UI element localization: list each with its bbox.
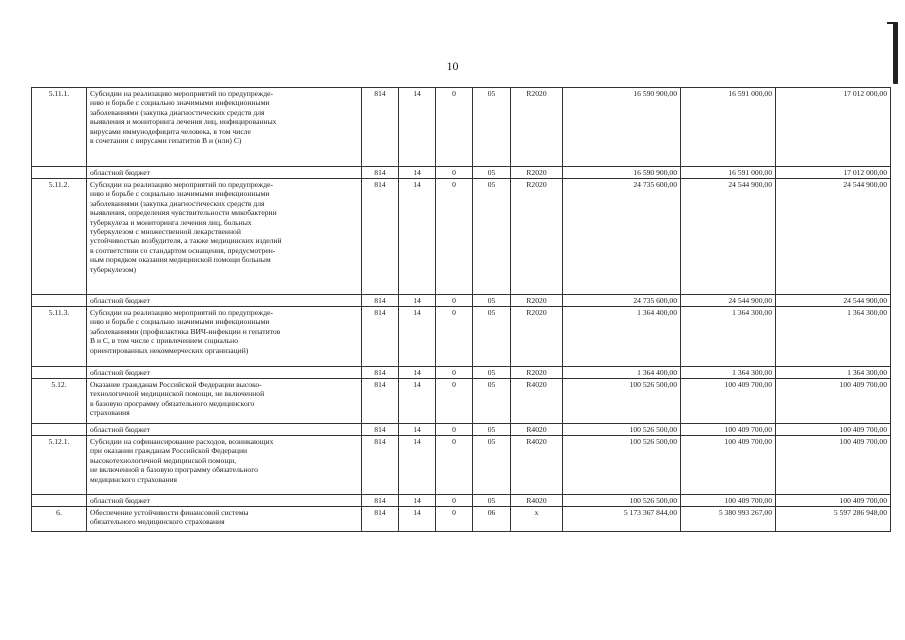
code-section-cell: 14 bbox=[399, 379, 436, 424]
amount-year2-cell: 16 591 000,00 bbox=[681, 88, 776, 167]
code-subsection-cell: 0 bbox=[436, 367, 473, 379]
row-number-cell bbox=[32, 167, 87, 179]
code-target-cell: 05 bbox=[473, 367, 511, 379]
code-expense-type-cell: R4020 bbox=[511, 495, 563, 507]
code-expense-type-cell: x bbox=[511, 507, 563, 532]
code-subsection-cell: 0 bbox=[436, 88, 473, 167]
table-row bbox=[32, 424, 891, 436]
amount-year2-cell: 100 409 700,00 bbox=[681, 424, 776, 436]
row-number-cell: 5.11.3. bbox=[32, 307, 87, 367]
code-subsection-cell: 0 bbox=[436, 424, 473, 436]
amount-year1-cell: 24 735 600,00 bbox=[563, 179, 681, 295]
page-number: 10 bbox=[446, 59, 459, 73]
code-target-cell: 05 bbox=[473, 436, 511, 495]
amount-year1-cell: 100 526 500,00 bbox=[563, 436, 681, 495]
amount-year2-cell: 16 591 000,00 bbox=[681, 167, 776, 179]
table-row bbox=[32, 179, 891, 295]
code-expense-type-cell: R4020 bbox=[511, 424, 563, 436]
table-row bbox=[32, 507, 891, 532]
amount-year1-cell: 16 590 900,00 bbox=[563, 88, 681, 167]
amount-year3-cell: 24 544 900,00 bbox=[776, 295, 891, 307]
code-target-cell: 05 bbox=[473, 88, 511, 167]
description-cell: областной бюджет bbox=[87, 167, 362, 179]
description-cell: Субсидии на софинансирование расходов, возникающих при оказании гражданам Российской Федерации высокотехнологичной медицинской помощи, не включенной в базовую программу обязательного медицинского страхования bbox=[87, 436, 362, 495]
amount-year3-cell: 24 544 900,00 bbox=[776, 179, 891, 295]
code-expense-type-cell: R4020 bbox=[511, 379, 563, 424]
description-cell: Субсидии на реализацию мероприятий по предупрежде- нию и борьбе с социально значимыми инфекционными заболеваниями (закупка диагностических средств для выявления и мониторинга лечения лиц, инфицированных вирусами иммунодефицита человека, в том числе в сочетании с вирусами гепатитов В и (или) С) bbox=[87, 88, 362, 167]
amount-year1-cell: 1 364 400,00 bbox=[563, 307, 681, 367]
amount-year3-cell: 100 409 700,00 bbox=[776, 379, 891, 424]
table-row bbox=[32, 379, 891, 424]
code-target-cell: 05 bbox=[473, 307, 511, 367]
description-cell: областной бюджет bbox=[87, 495, 362, 507]
table-row bbox=[32, 167, 891, 179]
code-subsection-cell: 0 bbox=[436, 495, 473, 507]
table-row bbox=[32, 295, 891, 307]
budget-table-body bbox=[32, 88, 891, 532]
code-grbs-cell: 814 bbox=[362, 179, 399, 295]
code-section-cell: 14 bbox=[399, 307, 436, 367]
description-cell: областной бюджет bbox=[87, 295, 362, 307]
row-number-cell bbox=[32, 424, 87, 436]
code-expense-type-cell: R2020 bbox=[511, 88, 563, 167]
table-row bbox=[32, 367, 891, 379]
code-subsection-cell: 0 bbox=[436, 295, 473, 307]
amount-year3-cell: 1 364 300,00 bbox=[776, 367, 891, 379]
code-section-cell: 14 bbox=[399, 507, 436, 532]
description-cell: областной бюджет bbox=[87, 367, 362, 379]
amount-year2-cell: 24 544 900,00 bbox=[681, 179, 776, 295]
amount-year3-cell: 1 364 300,00 bbox=[776, 307, 891, 367]
code-grbs-cell: 814 bbox=[362, 424, 399, 436]
row-number-cell bbox=[32, 295, 87, 307]
code-expense-type-cell: R2020 bbox=[511, 179, 563, 295]
code-target-cell: 05 bbox=[473, 179, 511, 295]
amount-year3-cell: 5 597 286 948,00 bbox=[776, 507, 891, 532]
amount-year2-cell: 100 409 700,00 bbox=[681, 379, 776, 424]
code-target-cell: 06 bbox=[473, 507, 511, 532]
description-cell: Обеспечение устойчивости финансовой системы обязательного медицинского страхования bbox=[87, 507, 362, 532]
code-expense-type-cell: R2020 bbox=[511, 367, 563, 379]
amount-year1-cell: 100 526 500,00 bbox=[563, 379, 681, 424]
amount-year1-cell: 16 590 900,00 bbox=[563, 167, 681, 179]
code-grbs-cell: 814 bbox=[362, 295, 399, 307]
code-grbs-cell: 814 bbox=[362, 167, 399, 179]
amount-year1-cell: 5 173 367 844,00 bbox=[563, 507, 681, 532]
code-subsection-cell: 0 bbox=[436, 507, 473, 532]
row-number-cell: 6. bbox=[32, 507, 87, 532]
code-target-cell: 05 bbox=[473, 424, 511, 436]
description-cell: Субсидии на реализацию мероприятий по предупрежде- нию и борьбе с социально значимыми инфекционными заболеваниями (закупка диагностических средств для выявления, определения чувствительности микобактерии туберкулеза и мониторинга лечения лиц, больных туберкулезом с множественной лекарственной устойчивостью возбудителя, а также медицинских изделий в соответствии со стандартом оснащения, предусмотрен- ным порядком оказания медицинской помощи больным туберкулезом) bbox=[87, 179, 362, 295]
code-target-cell: 05 bbox=[473, 167, 511, 179]
code-expense-type-cell: R4020 bbox=[511, 436, 563, 495]
code-grbs-cell: 814 bbox=[362, 379, 399, 424]
code-subsection-cell: 0 bbox=[436, 379, 473, 424]
row-number-cell: 5.12.1. bbox=[32, 436, 87, 495]
code-target-cell: 05 bbox=[473, 295, 511, 307]
code-section-cell: 14 bbox=[399, 436, 436, 495]
row-number-cell bbox=[32, 495, 87, 507]
table-row bbox=[32, 88, 891, 167]
code-subsection-cell: 0 bbox=[436, 436, 473, 495]
code-section-cell: 14 bbox=[399, 88, 436, 167]
description-cell: областной бюджет bbox=[87, 424, 362, 436]
row-number-cell: 5.12. bbox=[32, 379, 87, 424]
code-grbs-cell: 814 bbox=[362, 495, 399, 507]
code-grbs-cell: 814 bbox=[362, 88, 399, 167]
code-section-cell: 14 bbox=[399, 495, 436, 507]
code-section-cell: 14 bbox=[399, 167, 436, 179]
amount-year3-cell: 100 409 700,00 bbox=[776, 436, 891, 495]
code-subsection-cell: 0 bbox=[436, 307, 473, 367]
amount-year2-cell: 5 380 993 267,00 bbox=[681, 507, 776, 532]
code-grbs-cell: 814 bbox=[362, 307, 399, 367]
code-subsection-cell: 0 bbox=[436, 167, 473, 179]
table-row bbox=[32, 436, 891, 495]
row-number-cell: 5.11.2. bbox=[32, 179, 87, 295]
code-expense-type-cell: R2020 bbox=[511, 307, 563, 367]
code-grbs-cell: 814 bbox=[362, 436, 399, 495]
amount-year2-cell: 1 364 300,00 bbox=[681, 307, 776, 367]
code-target-cell: 05 bbox=[473, 379, 511, 424]
code-grbs-cell: 814 bbox=[362, 507, 399, 532]
scan-edge-mark bbox=[893, 22, 898, 84]
amount-year3-cell: 100 409 700,00 bbox=[776, 424, 891, 436]
amount-year1-cell: 100 526 500,00 bbox=[563, 495, 681, 507]
description-cell: Оказание гражданам Российской Федерации высоко- технологичной медицинской помощи, не включенной в базовую программу обязательного медицинского страхования bbox=[87, 379, 362, 424]
amount-year2-cell: 100 409 700,00 bbox=[681, 436, 776, 495]
code-grbs-cell: 814 bbox=[362, 367, 399, 379]
code-section-cell: 14 bbox=[399, 295, 436, 307]
code-expense-type-cell: R2020 bbox=[511, 295, 563, 307]
code-section-cell: 14 bbox=[399, 179, 436, 295]
amount-year3-cell: 100 409 700,00 bbox=[776, 495, 891, 507]
row-number-cell bbox=[32, 367, 87, 379]
amount-year1-cell: 24 735 600,00 bbox=[563, 295, 681, 307]
description-cell: Субсидии на реализацию мероприятий по предупрежде- нию и борьбе с социально значимыми инфекционными заболеваниями (профилактика ВИЧ-инфекции и гепатитов В и С, в том числе с привлечением социально ориентированных некоммерческих организаций) bbox=[87, 307, 362, 367]
amount-year2-cell: 24 544 900,00 bbox=[681, 295, 776, 307]
table-row bbox=[32, 307, 891, 367]
code-subsection-cell: 0 bbox=[436, 179, 473, 295]
amount-year2-cell: 1 364 300,00 bbox=[681, 367, 776, 379]
budget-table bbox=[31, 87, 891, 532]
amount-year3-cell: 17 012 000,00 bbox=[776, 88, 891, 167]
row-number-cell: 5.11.1. bbox=[32, 88, 87, 167]
table-row bbox=[32, 495, 891, 507]
amount-year2-cell: 100 409 700,00 bbox=[681, 495, 776, 507]
amount-year1-cell: 1 364 400,00 bbox=[563, 367, 681, 379]
code-section-cell: 14 bbox=[399, 424, 436, 436]
code-target-cell: 05 bbox=[473, 495, 511, 507]
amount-year1-cell: 100 526 500,00 bbox=[563, 424, 681, 436]
code-expense-type-cell: R2020 bbox=[511, 167, 563, 179]
amount-year3-cell: 17 012 000,00 bbox=[776, 167, 891, 179]
code-section-cell: 14 bbox=[399, 367, 436, 379]
